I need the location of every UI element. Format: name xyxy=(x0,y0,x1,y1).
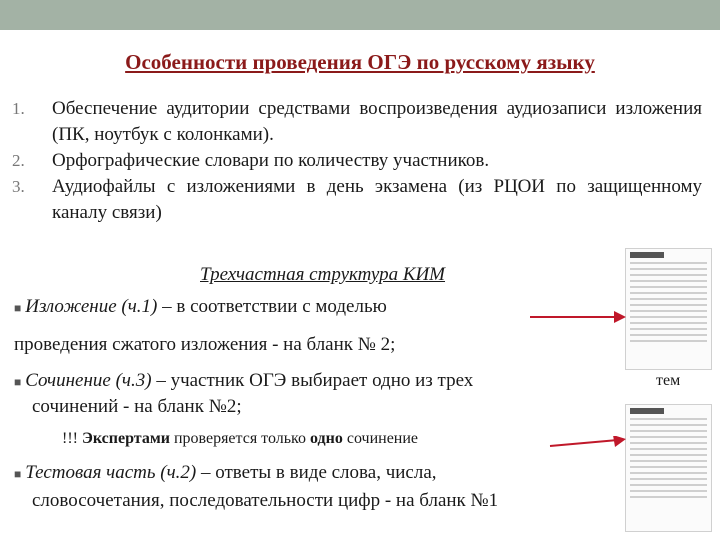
part1-line xyxy=(14,296,387,318)
answer-sheet-1-thumbnail xyxy=(625,404,712,532)
obscured-fragment: тем xyxy=(656,372,681,389)
slide-title: Особенности проведения ОГЭ по русскому языку xyxy=(125,50,595,74)
list-number: 1. xyxy=(12,99,25,118)
top-banner xyxy=(0,0,720,30)
list-item xyxy=(12,174,702,226)
list-text: Орфографические словари по количеству участников. xyxy=(52,150,490,171)
bullet-square-icon: ■ xyxy=(14,375,22,389)
part2-name: Тестовая часть (ч.2) xyxy=(25,462,197,483)
bullet-square-icon: ■ xyxy=(14,301,22,315)
list-text: Обеспечение аудитории средствами воспроизведения аудиозаписи изложения (ПК, ноутбук с колонками). xyxy=(52,98,702,145)
part3-text: – участник ОГЭ выбирает одно из трех xyxy=(151,370,474,391)
numbered-list xyxy=(12,96,702,226)
part1-name: Изложение (ч.1) xyxy=(25,296,158,317)
expert-note: !!! Экспертами проверяется только одно сочинение xyxy=(62,430,419,447)
arrow-right-icon xyxy=(548,436,628,452)
part2-line xyxy=(14,462,437,484)
part3-line2: сочинений - на бланк №2; xyxy=(32,396,242,417)
part3-line xyxy=(14,370,473,392)
arrow-right-icon xyxy=(528,308,628,324)
list-number: 3. xyxy=(12,177,25,196)
structure-subheading: Трехчастная структура КИМ xyxy=(200,264,446,285)
part3-name: Сочинение (ч.3) xyxy=(25,370,152,391)
part1-text: – в соответствии с моделью xyxy=(157,296,387,317)
answer-sheet-2-thumbnail xyxy=(625,248,712,370)
part2-line2: словосочетания, последовательности цифр - на бланк №1 xyxy=(32,490,499,511)
list-item xyxy=(12,148,702,174)
list-text: Аудиофайлы с изложениями в день экзамена (из РЦОИ по защищенному каналу связи) xyxy=(52,176,702,223)
list-item xyxy=(12,96,702,148)
part1-line2: проведения сжатого изложения - на бланк № 2; xyxy=(14,334,396,355)
bullet-square-icon: ■ xyxy=(14,467,22,481)
part2-text: – ответы в виде слова, числа, xyxy=(196,462,437,483)
list-number: 2. xyxy=(12,151,25,170)
